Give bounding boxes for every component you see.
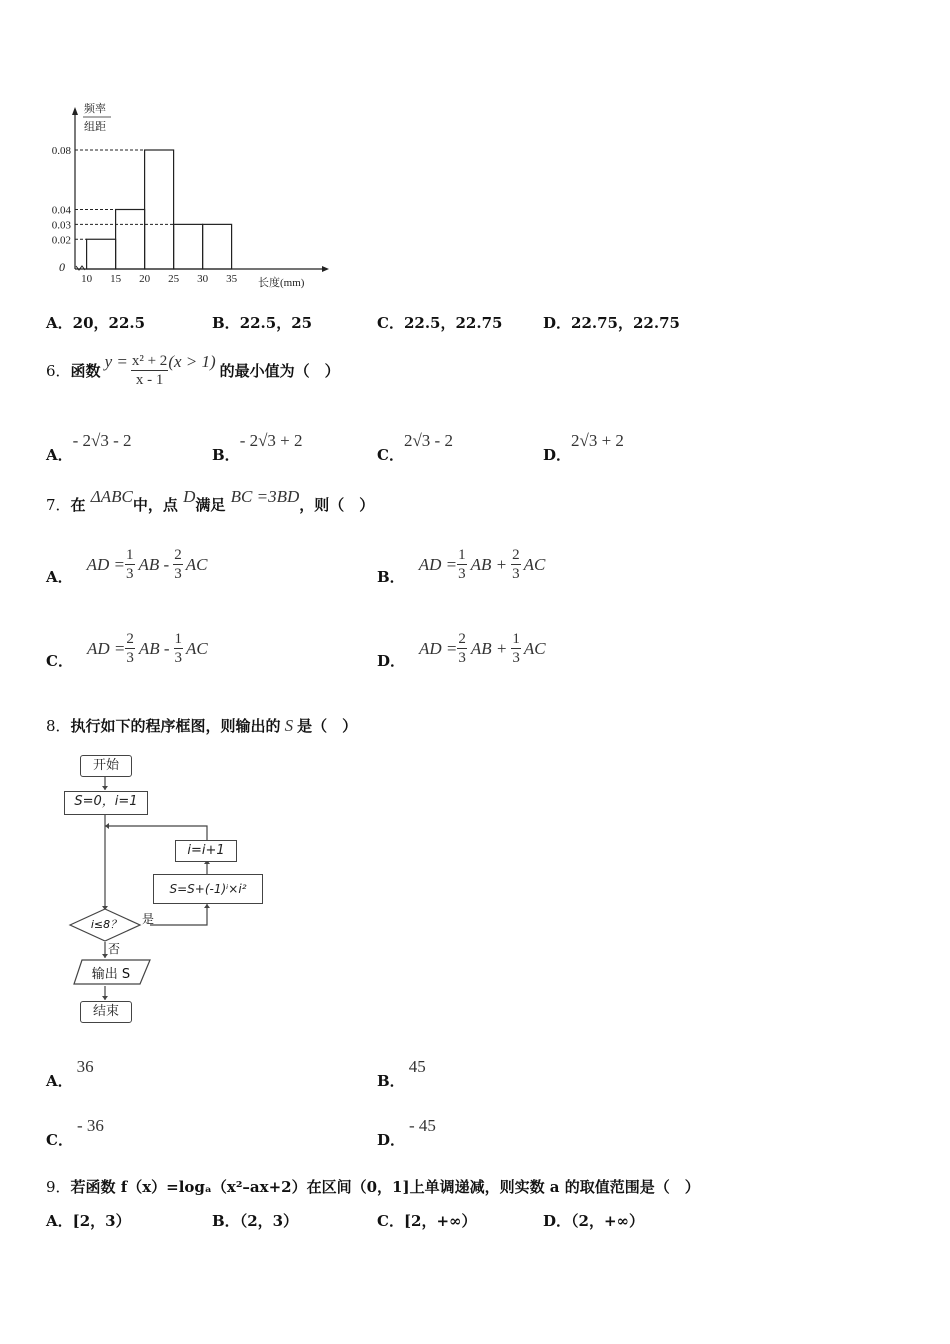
q8-option-d[interactable]: D．- 45 — [377, 1116, 436, 1149]
histogram-chart — [40, 95, 330, 295]
flow-yes-label: 是 — [142, 912, 155, 926]
y-axis-arrow — [72, 107, 78, 115]
histogram-bar — [145, 150, 174, 269]
origin-label: 0 — [59, 260, 65, 274]
histogram-bar — [174, 224, 203, 269]
q7-option-d[interactable]: D． AD = $\frac{2}{3}$ AB + $\frac{1}{3}$ AC — [377, 631, 546, 670]
flow-step-s: S=S+(-1)ⁱ×i² — [153, 874, 263, 904]
y-axis-title-bottom: 组距 — [84, 121, 106, 133]
flow-condition: i≤8？ — [90, 918, 122, 931]
question-7: 7．在 ΔABC中，点 D满足 BC =3BD，则（ ） — [46, 487, 375, 514]
q8-option-b[interactable]: B．45 — [377, 1057, 426, 1090]
x-tick-label: 35 — [226, 273, 238, 285]
q7-option-c[interactable]: C． AD = $\frac{2}{3}$ AB - $\frac{1}{3}$ AC — [46, 631, 208, 670]
question-6: 6． 函数 y = $\frac{\text{x² + 2}}{x - 1}$ (x > 1) 的最小值为（ ） — [46, 352, 340, 388]
q6-option-a[interactable]: A．- 2√3 - 2 — [46, 431, 132, 464]
question-9: 9．若函数 f（x）=logₐ（x²–ax+2）在区间（0，1]上单调递减，则实数 a 的取值范围是（ ） — [46, 1178, 700, 1196]
q6-fraction: $\frac{\text{x² + 2}}{x - 1}$ — [131, 352, 168, 388]
x-tick-label: 30 — [197, 273, 209, 285]
y-tick-label: 0.04 — [51, 204, 71, 217]
x-tick-label: 15 — [110, 273, 122, 285]
y-tick-label: 0.08 — [51, 145, 71, 157]
q5-option-a[interactable]: A．20，22.5 — [46, 314, 146, 332]
question-8: 8．执行如下的程序框图，则输出的 S 是（ ） — [46, 716, 358, 735]
x-tick-label: 10 — [81, 273, 93, 285]
q9-option-d[interactable]: D．（2，+∞） — [543, 1212, 645, 1230]
histogram-bar — [87, 239, 116, 269]
q6-option-d[interactable]: D．2√3 + 2 — [543, 431, 624, 464]
q6-option-b[interactable]: B．- 2√3 + 2 — [212, 431, 303, 464]
histogram-bar — [203, 224, 232, 269]
q8-option-a[interactable]: A．36 — [46, 1057, 94, 1090]
q7-option-a[interactable]: A． AD = $\frac{1}{3}$ AB - $\frac{2}{3}$ AC — [46, 547, 208, 586]
y-tick-label: 0.02 — [51, 234, 71, 247]
x-tick-label: 25 — [168, 273, 180, 285]
q5-option-b[interactable]: B．22.5，25 — [212, 314, 313, 332]
q7-option-b[interactable]: B． AD = $\frac{1}{3}$ AB + $\frac{2}{3}$ AC — [377, 547, 546, 586]
x-tick-label: 20 — [139, 273, 151, 285]
flow-step-i: i=i+1 — [175, 840, 237, 862]
y-axis-title-top: 频率 — [84, 103, 106, 115]
q9-option-c[interactable]: C．[2，+∞） — [377, 1212, 477, 1230]
q5-option-c[interactable]: C．22.5，22.75 — [377, 314, 503, 332]
flow-end: 结束 — [80, 1001, 132, 1023]
q5-option-d[interactable]: D．22.75，22.75 — [543, 314, 680, 332]
y-tick-label: 0.03 — [51, 219, 71, 232]
x-axis-title: 长度(mm) — [258, 277, 305, 289]
flow-no-label: 否 — [108, 942, 121, 956]
flowchart — [60, 750, 290, 1030]
flow-output: 输出 S — [91, 967, 131, 982]
q9-option-b[interactable]: B．（2，3） — [212, 1212, 299, 1230]
x-axis-arrow — [322, 266, 329, 272]
q6-option-c[interactable]: C．2√3 - 2 — [377, 431, 453, 464]
q8-option-c[interactable]: C．- 36 — [46, 1116, 104, 1149]
flow-init: S=0，i=1 — [64, 791, 148, 815]
flow-start: 开始 — [80, 755, 132, 777]
histogram-bar — [116, 210, 145, 270]
q9-option-a[interactable]: A．[2，3） — [46, 1212, 131, 1230]
